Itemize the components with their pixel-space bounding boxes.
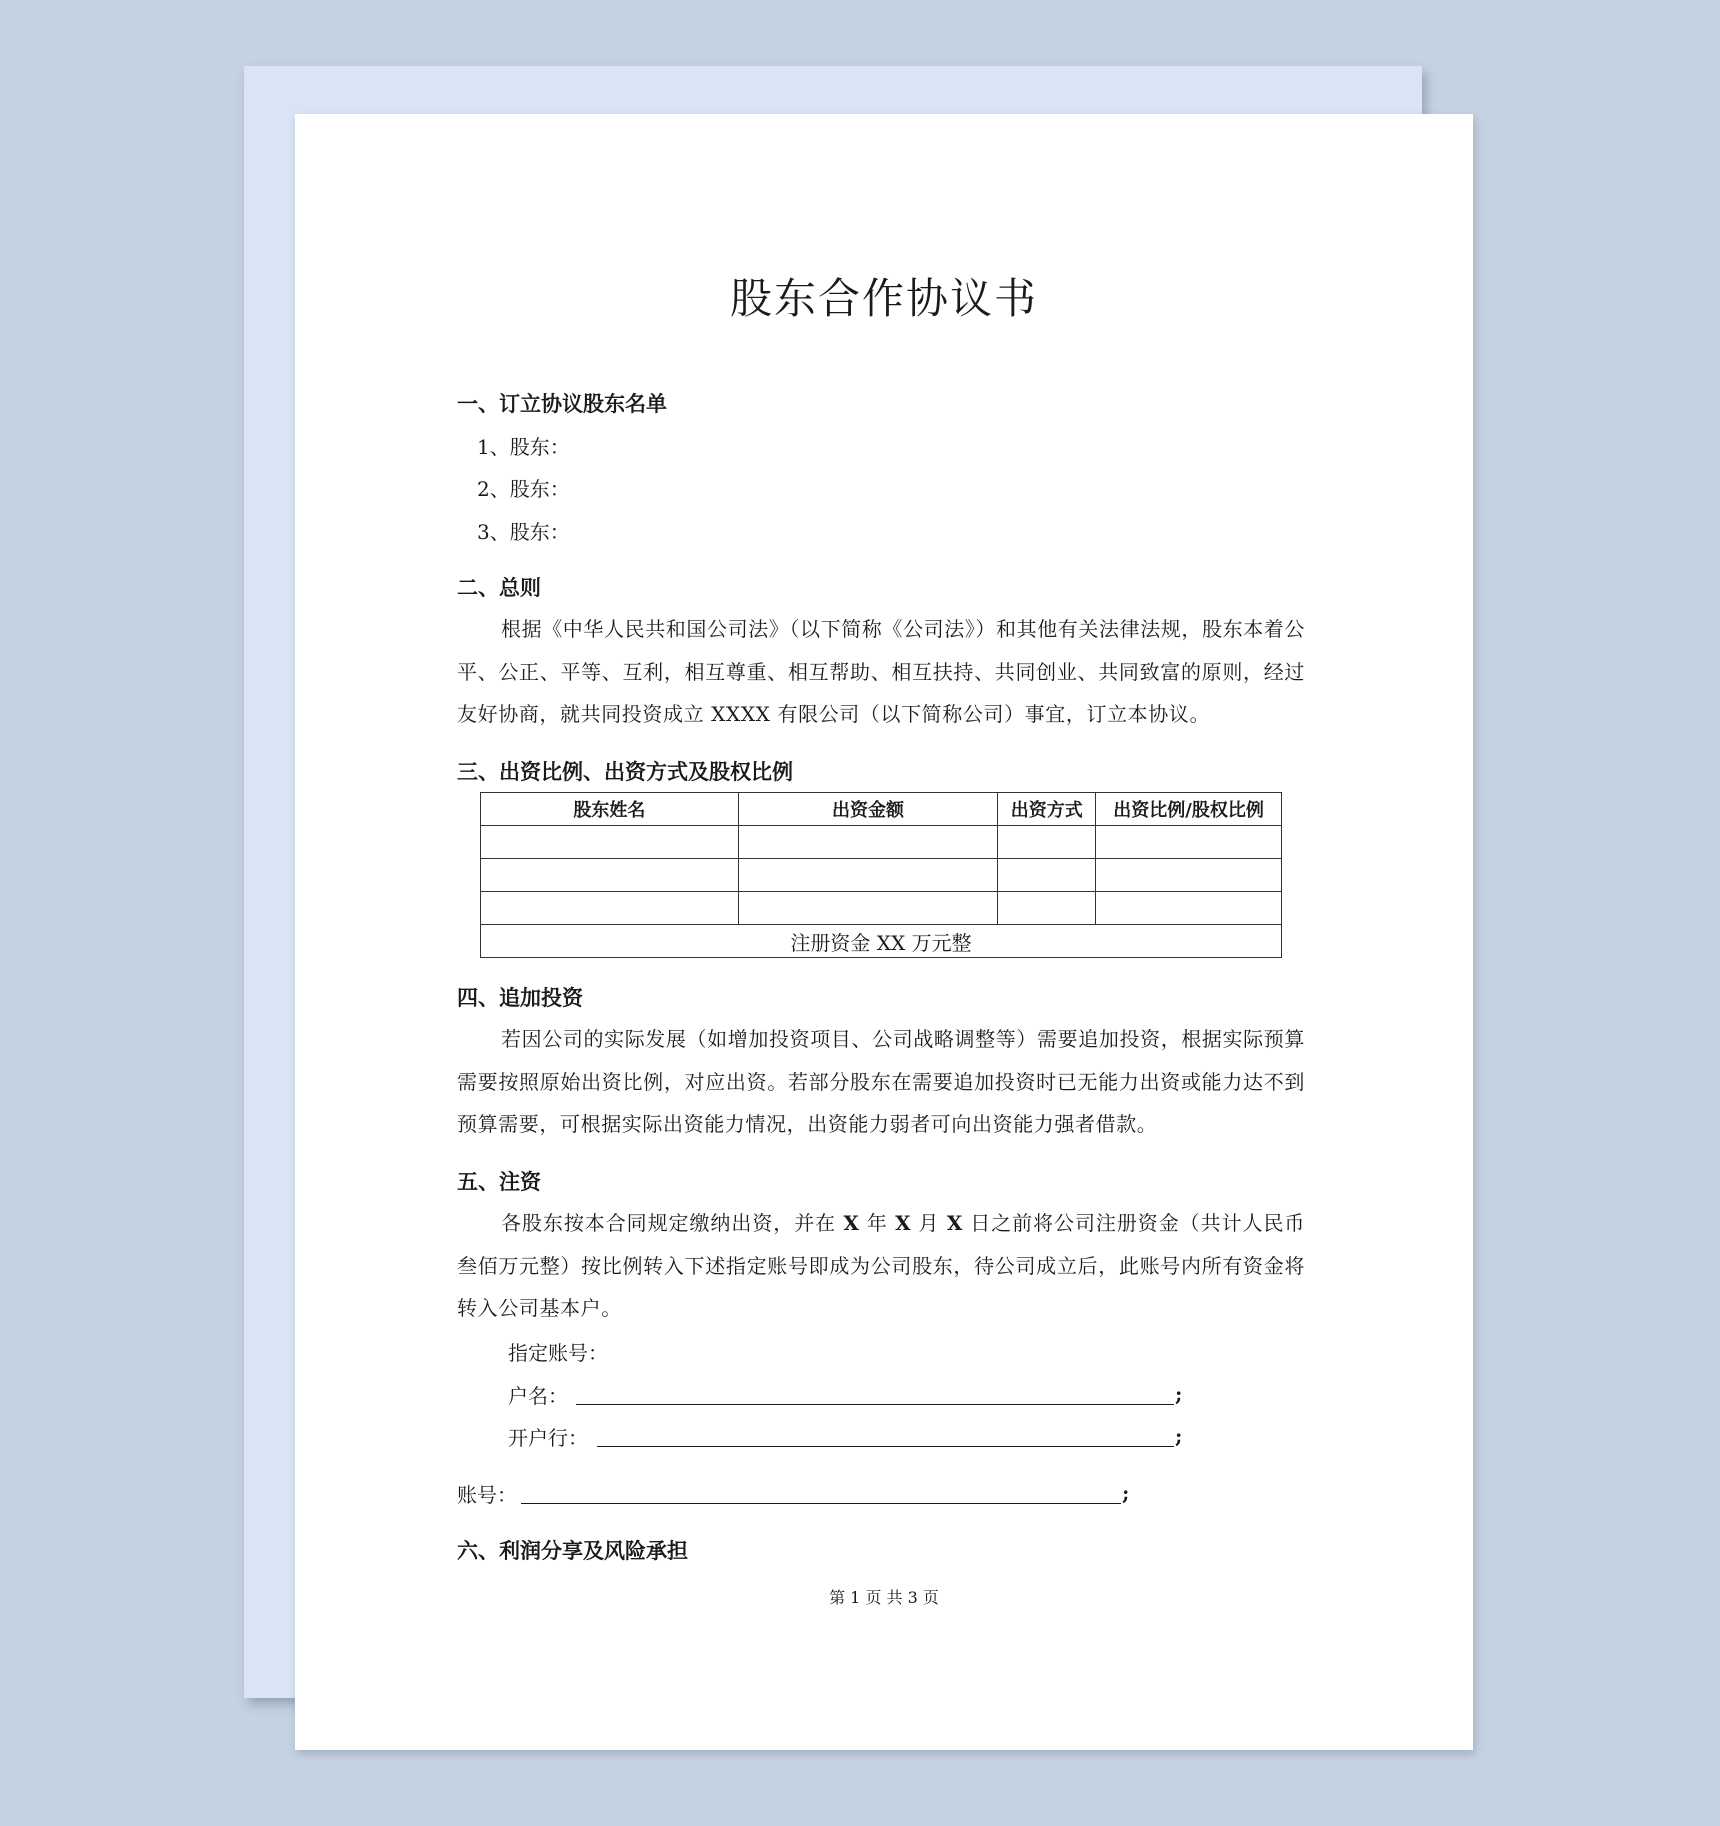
col-header-amount: 出资金额 [738, 793, 998, 826]
account-number-label: 账号： [457, 1483, 517, 1507]
semicolon: ; [1122, 1481, 1130, 1505]
col-header-ratio: 出资比例/股权比例 [1096, 793, 1282, 826]
investment-table [480, 792, 1282, 958]
month-text: 月 [918, 1211, 940, 1235]
table-cell [1096, 826, 1282, 859]
registered-capital-cell: 注册资金 XX 万元整 [481, 925, 1282, 958]
section-5-heading: 五、注资 [457, 1169, 541, 1194]
section-4-paragraph: 若因公司的实际发展（如增加投资项目、公司战略调整等）需要追加投资，根据实际预算需要按照原始出资比例，对应出资。若部分股东在需要追加投资时已无能力出资或能力达不到预算需要，可根据实际出资能力情况，出资能力弱者可向出资能力强者借款。 [457, 1027, 1305, 1136]
table-cell [998, 892, 1096, 925]
day-placeholder: X [946, 1211, 963, 1235]
section-5-paragraph [457, 1202, 1305, 1330]
table-cell [998, 826, 1096, 859]
table-row [481, 826, 1282, 859]
shareholder-item-2: 2、股东： [477, 477, 570, 501]
account-name-line [576, 1404, 1174, 1405]
table-cell [998, 859, 1096, 892]
semicolon: ; [1175, 1424, 1183, 1448]
year-text: 年 [866, 1211, 888, 1235]
table-cell [1096, 892, 1282, 925]
table-cell [1096, 859, 1282, 892]
table-cell [481, 826, 739, 859]
account-name-label: 户名： [508, 1384, 568, 1408]
col-header-name: 股东姓名 [481, 793, 739, 826]
semicolon: ; [1175, 1382, 1183, 1406]
col-header-method: 出资方式 [998, 793, 1096, 826]
shareholder-item-1: 1、股东： [477, 435, 570, 459]
section-2-paragraph: 根据《中华人民共和国公司法》（以下简称《公司法》）和其他有关法律法规，股东本着公平、公正、平等、互利，相互尊重、相互帮助、相互扶持、共同创业、共同致富的原则，经过友好协商，就共同投资成立 XXXX 有限公司（以下简称公司）事宜，订立本协议。 [457, 617, 1305, 726]
table-row [481, 859, 1282, 892]
section-1-heading: 一、订立协议股东名单 [457, 391, 667, 416]
document-page [295, 114, 1473, 1750]
section-3-heading: 三、出资比例、出资方式及股权比例 [457, 759, 793, 784]
table-footer-row [481, 925, 1282, 958]
year-placeholder: X [843, 1211, 860, 1235]
section-6-heading: 六、利润分享及风险承担 [457, 1538, 688, 1563]
designated-account-label: 指定账号： [508, 1341, 608, 1365]
para-text: 各股东按本合同规定缴纳出资，并在 [501, 1211, 837, 1235]
section-2-heading: 二、总则 [457, 575, 541, 600]
account-number-line [521, 1503, 1121, 1504]
table-header-row [481, 793, 1282, 826]
table-cell [738, 826, 998, 859]
month-placeholder: X [895, 1211, 912, 1235]
table-cell [738, 892, 998, 925]
section-4-heading: 四、追加投资 [457, 985, 583, 1010]
table-cell [481, 859, 739, 892]
bank-label: 开户行： [508, 1426, 588, 1450]
bank-line [597, 1446, 1174, 1447]
table-cell [738, 859, 998, 892]
page-number-footer: 第 1 页 共 3 页 [829, 1588, 939, 1607]
table-cell [481, 892, 739, 925]
para-text: 日之前将公司注册资金（共计人民币叁佰万元整）按比例转入下述指定账号即成为公司股东，待公司成立后，此账号内所有资金将转入公司基本户。 [457, 1211, 1305, 1320]
document-title: 股东合作协议书 [729, 274, 1038, 323]
table-row [481, 892, 1282, 925]
shareholder-item-3: 3、股东： [477, 520, 570, 544]
